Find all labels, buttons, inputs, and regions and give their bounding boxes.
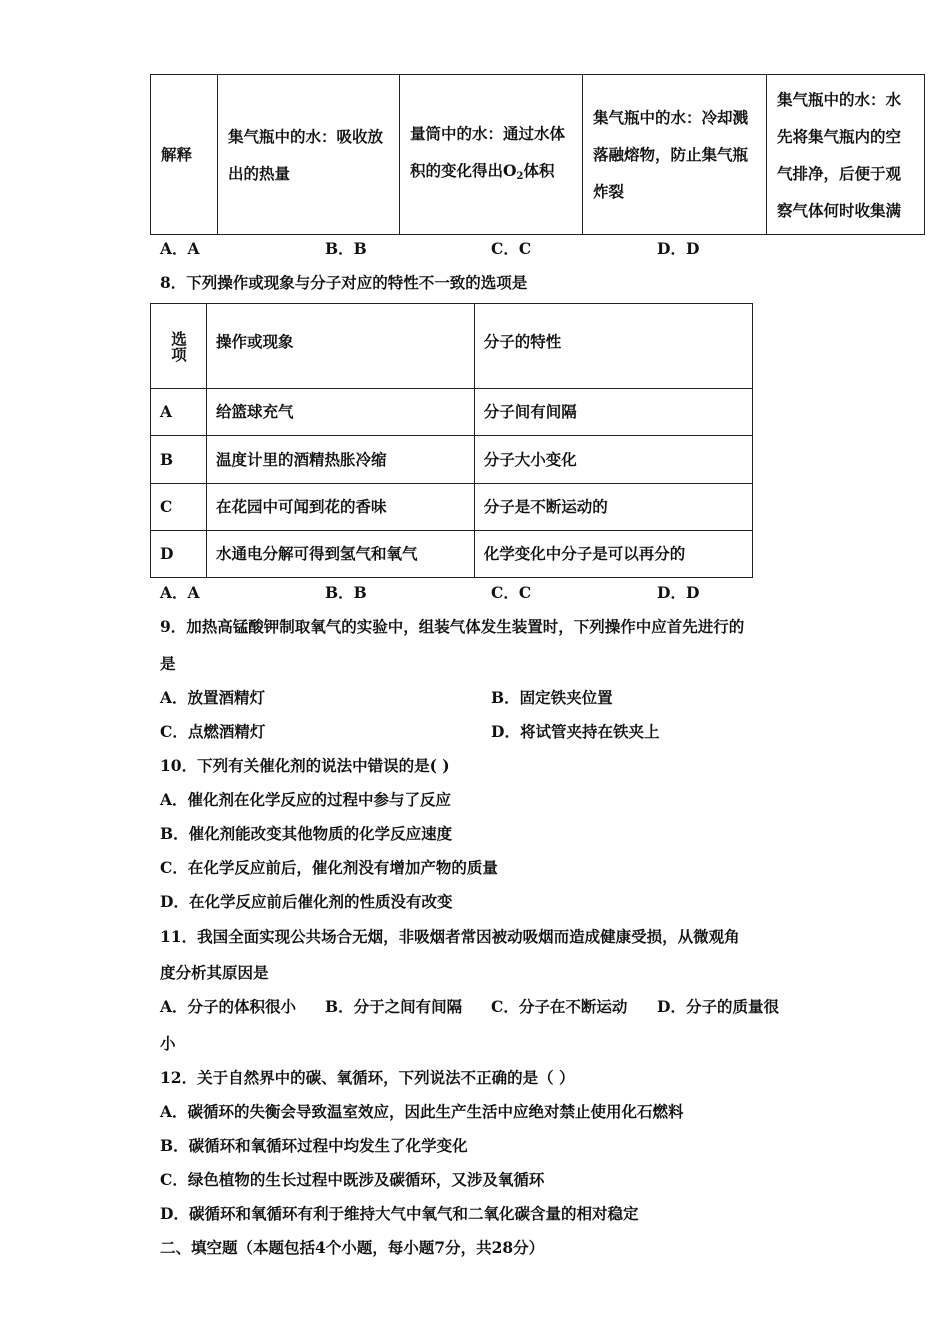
row-operation: 给篮球充气 xyxy=(207,389,475,436)
row-option: C xyxy=(151,484,207,531)
option-a[interactable]: A．催化剂在化学反应的过程中参与了反应 xyxy=(160,790,452,809)
row-operation: 在花园中可闻到花的香味 xyxy=(207,484,475,531)
q11-option-wrap: 小 xyxy=(160,1034,176,1053)
option-d[interactable]: D．分子的质量很 xyxy=(657,997,779,1016)
table-row-label: 解释 xyxy=(151,75,218,235)
option-b[interactable]: B．B xyxy=(325,583,367,602)
option-b[interactable]: B．B xyxy=(325,239,367,258)
q10-stem: 10．下列有关催化剂的说法中错误的是( ) xyxy=(160,756,450,775)
option-a[interactable]: A．放置酒精灯 xyxy=(160,688,266,707)
row-property: 分子是不断运动的 xyxy=(474,484,752,531)
option-b[interactable]: B．固定铁夹位置 xyxy=(491,688,613,707)
option-c[interactable]: C．分子在不断运动 xyxy=(491,997,628,1016)
q11-stem-line1: 11．我国全面实现公共场合无烟，非吸烟者常因被动吸烟而造成健康受损，从微观角 xyxy=(160,927,740,946)
q8-stem: 8．下列操作或现象与分子对应的特性不一致的选项是 xyxy=(160,273,528,292)
row-property: 分子间有间隔 xyxy=(474,389,752,436)
option-d[interactable]: D．D xyxy=(657,583,700,602)
table-cell: 量筒中的水：通过水体积的变化得出$O_2$体积 xyxy=(400,75,583,235)
table-cell: 集气瓶中的水：吸收放出的热量 xyxy=(218,75,400,235)
option-d[interactable]: D．碳循环和氧循环有利于维持大气中氧气和二氧化碳含量的相对稳定 xyxy=(160,1204,639,1223)
q9-stem-line2: 是 xyxy=(160,654,176,673)
row-operation: 温度计里的酒精热胀冷缩 xyxy=(207,436,475,484)
table-row xyxy=(151,531,753,578)
table-row xyxy=(151,484,753,531)
table-row xyxy=(151,389,753,436)
option-b[interactable]: B．碳循环和氧循环过程中均发生了化学变化 xyxy=(160,1136,468,1155)
header-operation: 操作或现象 xyxy=(207,304,475,389)
header-option: 选项 xyxy=(151,304,207,389)
explanation-table xyxy=(150,74,925,235)
option-a[interactable]: A．碳循环的失衡会导致温室效应，因此生产生活中应绝对禁止使用化石燃料 xyxy=(160,1102,684,1121)
row-property: 化学变化中分子是可以再分的 xyxy=(474,531,752,578)
option-c[interactable]: C．点燃酒精灯 xyxy=(160,722,266,741)
option-c[interactable]: C．C xyxy=(491,583,532,602)
row-operation: 水通电分解可得到氢气和氧气 xyxy=(207,531,475,578)
section-heading: 二、填空题（本题包括4个小题，每小题7分，共28分） xyxy=(160,1238,545,1257)
option-c[interactable]: C．C xyxy=(491,239,532,258)
table-row xyxy=(151,436,753,484)
option-b[interactable]: B．分于之间有间隔 xyxy=(325,997,463,1016)
q11-stem-line2: 度分析其原因是 xyxy=(160,963,269,982)
option-a[interactable]: A．A xyxy=(160,583,200,602)
row-property: 分子大小变化 xyxy=(474,436,752,484)
row-option: D xyxy=(151,531,207,578)
option-c[interactable]: C．绿色植物的生长过程中既涉及碳循环，又涉及氧循环 xyxy=(160,1170,545,1189)
option-d[interactable]: D．D xyxy=(657,239,700,258)
row-option: B xyxy=(151,436,207,484)
table-cell: 集气瓶中的水：冷却溅落融熔物，防止集气瓶炸裂 xyxy=(583,75,767,235)
q12-stem: 12．关于自然界中的碳、氧循环，下列说法不正确的是（ ） xyxy=(160,1068,575,1087)
option-a[interactable]: A．A xyxy=(160,239,200,258)
table-cell: 集气瓶中的水：水先将集气瓶内的空气排净，后便于观察气体何时收集满 xyxy=(767,75,925,235)
option-d[interactable]: D．将试管夹持在铁夹上 xyxy=(491,722,660,741)
q8-table xyxy=(150,303,753,578)
option-b[interactable]: B．催化剂能改变其他物质的化学反应速度 xyxy=(160,824,453,843)
option-d[interactable]: D．在化学反应前后催化剂的性质没有改变 xyxy=(160,892,453,911)
option-c[interactable]: C．在化学反应前后，催化剂没有增加产物的质量 xyxy=(160,858,498,877)
q9-stem-line1: 9．加热高锰酸钾制取氧气的实验中，组装气体发生装置时，下列操作中应首先进行的 xyxy=(160,617,745,636)
header-property: 分子的特性 xyxy=(474,304,752,389)
option-a[interactable]: A．分子的体积很小 xyxy=(160,997,297,1016)
row-option: A xyxy=(151,389,207,436)
